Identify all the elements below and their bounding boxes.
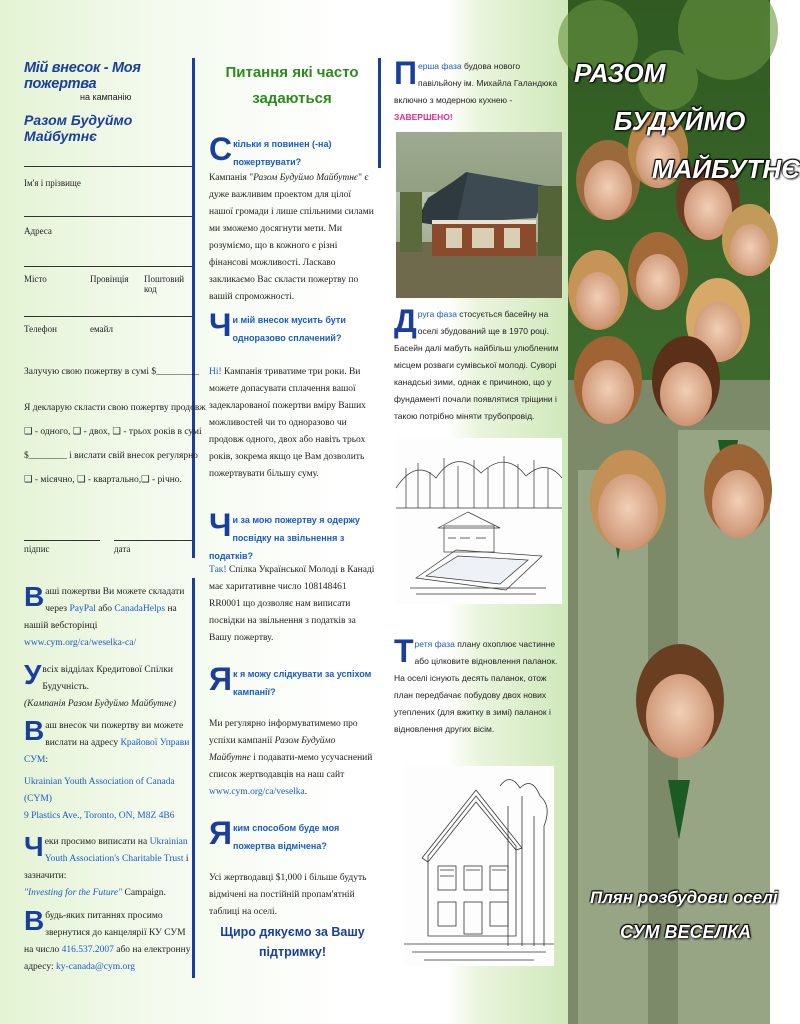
phone-link[interactable]: 416.537.2007	[61, 945, 114, 955]
city-label: Місто	[24, 274, 47, 284]
signature-label: підпис	[24, 544, 50, 554]
pool-sketch	[396, 438, 562, 604]
cover-panel	[568, 0, 800, 1024]
phase-1-paragraph: Перша фаза будова нового павільйону ім. Михайла Галандюка включно з модерною кухнею - ЗАВЕРШЕНО!	[394, 55, 558, 122]
phone-field[interactable]	[24, 302, 192, 317]
faq-answer-1: Кампанія "Разом Будуймо Майбутнє" є дуже важливим проектом для цілої нашої громади і лише спільними силами ми зможемо досягнути мети. Ми розуміємо, що в кожного є різні фінансові можливості. Ласкаво закликаємо Вас скласти пожертву по вашій спроможності.	[209, 173, 374, 302]
campaign-name: Разом Будуймо Майбутнє	[24, 112, 133, 144]
canadahelps-link[interactable]: CanadaHelps	[114, 604, 166, 614]
email-link[interactable]: ky-canada@cym.org	[55, 962, 135, 972]
cabin-sketch	[404, 766, 554, 966]
faq-question-5: Яким способом буде моя пожертва відмічена?	[209, 815, 340, 851]
pledge-subtitle: на кампанію	[80, 92, 132, 102]
cover-title-1: РАЗОМ	[574, 58, 666, 88]
faq-question-3: Чи за мою пожертву я одержу посвідку на звільнення з податків?	[209, 507, 360, 561]
name-field[interactable]	[24, 152, 192, 167]
charitable-trust-link[interactable]: Ukrainian Youth Association's Charitable Trust	[44, 837, 188, 864]
faq-question-1: Скільки я повинен (-на) пожертвувати?	[209, 131, 332, 167]
faq-answer-4: Ми регулярно інформуватимемо про успіхи кампанії Разом Будуймо Майбутнє і подавати-мемо усучаснений список жертводавців на наш сайт www.cym.org/ca/veselka.	[209, 719, 373, 797]
declare-line-1: Я декларую скласти свою пожертву продовж	[24, 403, 206, 413]
cym-office-link[interactable]: Крайової Управи СУМ	[24, 738, 190, 765]
phone-label: Телефон	[24, 324, 57, 334]
faq-answer-5: Усі жертводавці $1,000 і більше будуть відмічені на постійній пропам'ятній таблиці на оселі.	[209, 873, 367, 917]
province-label: Провінція	[90, 274, 129, 284]
contact-paragraph: Вбудь-яких питаннях просимо звернутися до канцелярії КУ СУМ на число 416.537.2007 або на електронну адресу: ky-canada@cym.org	[24, 905, 191, 972]
credit-union-paragraph: Увсіх відділах Кредитової Спілки Будучність. (Кампанія Разом Будуймо Майбутнє)	[24, 659, 177, 709]
cover-title-2: БУДУЙМО	[614, 106, 746, 136]
cover-bottom-title-2: СУМ ВЕСЕЛКА	[620, 922, 752, 942]
column-divider	[192, 58, 195, 558]
phase-1-status: ЗАВЕРШЕНО!	[394, 112, 453, 122]
address-field[interactable]	[24, 202, 192, 217]
cover-bottom-title-1: Плян розбудови оселі	[590, 888, 778, 907]
email-label: емайл	[90, 324, 113, 334]
faq-question-2: Чи мій внесок мусить бути одноразово сплачений?	[209, 307, 346, 343]
pledge-column	[10, 0, 206, 1024]
date-label: дата	[114, 544, 131, 554]
phase-3-paragraph: Третя фаза плану охоплює частинне або цілковите відновлення паланок. На оселі існують десять паланок, отож план передбачає побудову двох нових утеплених (для вжитку в зимі) паланок і відновлення других вісім.	[394, 633, 558, 734]
faq-column	[205, 0, 375, 1024]
pledge-amount-line: Залучую свою пожертву в сумі $_________	[24, 367, 199, 377]
paypal-link[interactable]: PayPal	[69, 604, 96, 614]
name-label: Ім'я і прізвище	[24, 178, 81, 188]
veselka-site-link[interactable]: www.cym.org/ca/veselka	[209, 787, 305, 797]
signature-field[interactable]	[24, 526, 100, 541]
declare-line-2: ❑ - одного, ❑ - двох, ❑ - трьох років в сумі	[24, 427, 202, 437]
cover-title-3: МАЙБУТНЄ	[652, 154, 800, 184]
declare-line-3: $________ і вислати свій внесок регулярно	[24, 451, 198, 461]
phase-1-label: ерша фаза	[418, 61, 462, 71]
mail-paragraph: Ваш внесок чи пожертву ви можете вислати на адресу Крайової Управи СУМ:	[24, 715, 190, 765]
pledge-title: Мій внесок - Моя пожертва	[24, 60, 141, 92]
faq-question-4: Як я можу слідкувати за успіхом кампанії?	[209, 661, 372, 697]
weselka-web-link[interactable]: www.cym.org/ca/weselka-ca/	[24, 638, 137, 648]
phase-2-paragraph: Друга фаза стосується басейну на оселі збудований ще в 1970 році. Басейн далі мабуть найбільш улюбленим місцем розваги сумівської молоді. Суворі канадські зими, однак є причиною, що у фундаменті почали появлятися тріщини і такою потрібно міняти трубопровід.	[394, 303, 559, 421]
city-field[interactable]	[24, 252, 192, 267]
faq-answer-2: Ні! Кампанія триватиме три роки. Ви можете допасувати сплачення вашої задекларованої пожертви вміру Ваших можливостей чи то одноразово чи продовж одного, двох або навіть трьох років, зокрема якщо це Вам дозволить пожертвувати більшу суму.	[209, 367, 366, 479]
postal-label: Поштовий код	[144, 274, 185, 294]
pavilion-photo	[396, 132, 562, 298]
thank-you-text: Щиро дякуємо за Вашу підтримку!	[220, 925, 365, 959]
phases-column	[390, 0, 565, 1024]
faq-title: Питання які часто задаються	[225, 64, 359, 107]
cheque-paragraph: Чеки просимо виписати на Ukrainian Youth Association's Charitable Trust і зазначити: "Investing for the Future" Campaign.	[24, 831, 189, 898]
faq-answer-3: Так! Спілка Української Молоді в Канаді має харитативне число 108148461 RR0001 що дозволяє нам виписати посвідки на звільнення з податків за Вашу пожертву.	[209, 565, 375, 643]
phase-3-label: ретя фаза	[414, 639, 455, 649]
date-field[interactable]	[114, 526, 192, 541]
phase-2-label: руга фаза	[417, 309, 457, 319]
address-label: Адреса	[24, 226, 52, 236]
org-address: Ukrainian Youth Association of Canada (CYM) 9 Plastics Ave., Toronto, ON, M8Z 4B6	[24, 777, 175, 821]
declare-line-4: ❑ - місячно, ❑ - квартально,❑ - річно.	[24, 475, 182, 485]
paypal-paragraph: Ваші пожертви Ви можете складати через PayPal або CanadaHelps на нашій вебсторінці www.cym.org/ca/weselka-ca/	[24, 581, 185, 648]
